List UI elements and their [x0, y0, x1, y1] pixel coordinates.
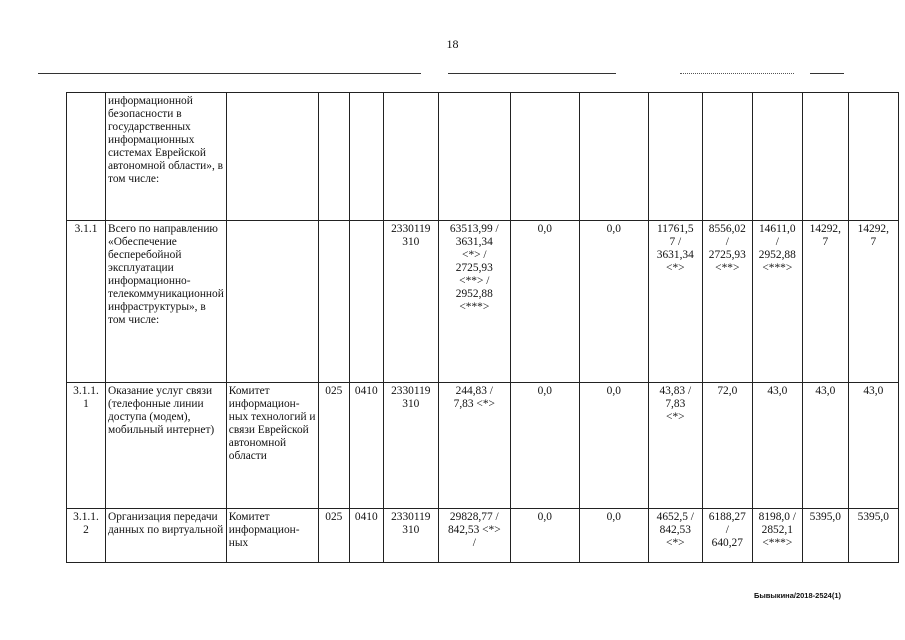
- cell-csr: [383, 93, 438, 221]
- header-rule: [810, 73, 844, 74]
- cell-name: Оказание услуг связи (телефонные линии доступа (модем), мобильный интернет): [106, 383, 227, 509]
- cell-executor: Комитет информацион-ных: [226, 509, 318, 563]
- cell-grbs: 025: [318, 383, 349, 509]
- cell-total: [438, 93, 510, 221]
- cell-2015: 0,0: [510, 221, 579, 383]
- cell-num: 3.1.1: [67, 221, 106, 383]
- cell-name: Организация передачи данных по виртуальной: [106, 509, 227, 563]
- cell-2021: 43,0: [848, 383, 898, 509]
- header-rule: [680, 73, 794, 74]
- cell-2019: [752, 93, 802, 221]
- table-row: [67, 509, 899, 563]
- cell-2018: [702, 93, 752, 221]
- cell-executor: [226, 221, 318, 383]
- cell-num: 3.1.1. 2: [67, 509, 106, 563]
- table-row: [67, 383, 899, 509]
- cell-csr: 2330119 310: [383, 383, 438, 509]
- cell-2015: 0,0: [510, 509, 579, 563]
- cell-2017: 43,83 / 7,83 <*>: [648, 383, 702, 509]
- cell-2019: 8198,0 / 2852,1 <***>: [752, 509, 802, 563]
- cell-2020: 5395,0: [802, 509, 848, 563]
- cell-2017: 4652,5 / 842,53 <*>: [648, 509, 702, 563]
- cell-2019: 14611,0 / 2952,88 <***>: [752, 221, 802, 383]
- cell-2015: [510, 93, 579, 221]
- cell-executor: Комитет информацион-ных технологий и связи Еврейской автономной области: [226, 383, 318, 509]
- document-code: Бывыкина/2018-2524(1): [754, 591, 841, 600]
- cell-rzpr: [349, 221, 383, 383]
- header-rule: [38, 73, 421, 74]
- cell-total: 244,83 / 7,83 <*>: [438, 383, 510, 509]
- page-number: 18: [446, 37, 459, 51]
- cell-2015: 0,0: [510, 383, 579, 509]
- cell-2016: 0,0: [579, 221, 648, 383]
- cell-2017: [648, 93, 702, 221]
- cell-2016: 0,0: [579, 383, 648, 509]
- cell-2016: [579, 93, 648, 221]
- cell-2017: 11761,5 7 / 3631,34 <*>: [648, 221, 702, 383]
- header-rule: [448, 73, 616, 74]
- cell-grbs: [318, 221, 349, 383]
- cell-rzpr: 0410: [349, 509, 383, 563]
- cell-rzpr: [349, 93, 383, 221]
- cell-2018: 8556,02 / 2725,93 <**>: [702, 221, 752, 383]
- cell-executor: [226, 93, 318, 221]
- cell-2018: 72,0: [702, 383, 752, 509]
- cell-num: 3.1.1. 1: [67, 383, 106, 509]
- cell-2020: 43,0: [802, 383, 848, 509]
- cell-total: 63513,99 / 3631,34 <*> / 2725,93 <**> / 2952,88 <***>: [438, 221, 510, 383]
- cell-2020: 14292, 7: [802, 221, 848, 383]
- cell-2021: 14292, 7: [848, 221, 898, 383]
- cell-total: 29828,77 / 842,53 <*> /: [438, 509, 510, 563]
- cell-grbs: [318, 93, 349, 221]
- cell-2018: 6188,27 / 640,27: [702, 509, 752, 563]
- cell-2020: [802, 93, 848, 221]
- cell-csr: 2330119 310: [383, 221, 438, 383]
- cell-2019: 43,0: [752, 383, 802, 509]
- cell-num: [67, 93, 106, 221]
- budget-table: [66, 92, 899, 563]
- cell-2021: [848, 93, 898, 221]
- cell-2016: 0,0: [579, 509, 648, 563]
- table-row: [67, 93, 899, 221]
- cell-rzpr: 0410: [349, 383, 383, 509]
- table-row: [67, 221, 899, 383]
- cell-name: информационной безопасности в государственных информационных системах Еврейской автономной области», в том числе:: [106, 93, 227, 221]
- cell-csr: 2330119 310: [383, 509, 438, 563]
- cell-grbs: 025: [318, 509, 349, 563]
- cell-2021: 5395,0: [848, 509, 898, 563]
- cell-name: Всего по направлению «Обеспечение бесперебойной эксплуатации информационно-телекоммуникационной инфраструктуры», в том числе:: [106, 221, 227, 383]
